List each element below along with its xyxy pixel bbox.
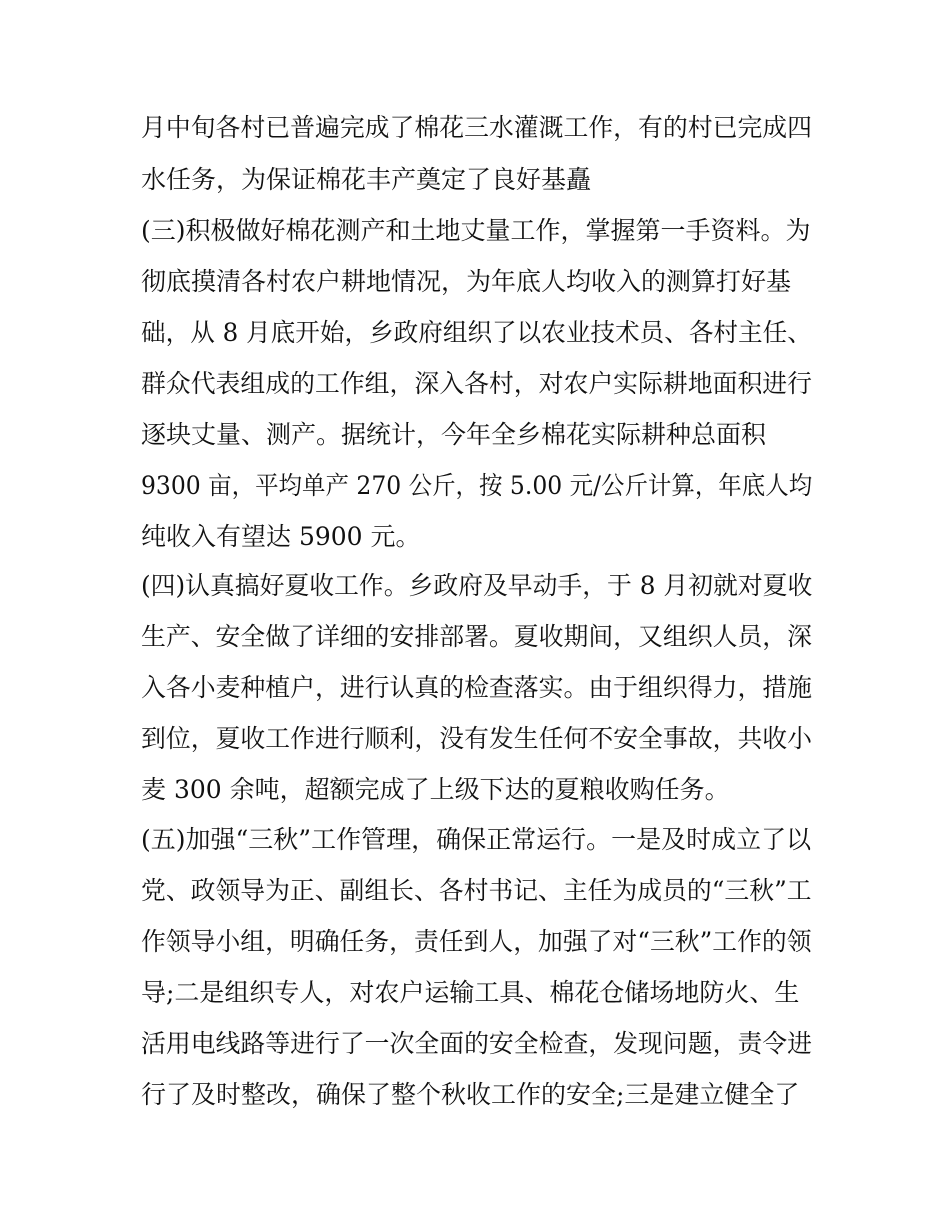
text-line-18: 导;二是组织专人，对农户运输工具、棉花仓储场地防火、生: [141, 978, 800, 1007]
text-line-13: 到位，夏收工作进行顺利，没有发生任何不安全事故，共收小: [141, 724, 813, 753]
text-line-8: 9300 亩，平均单产 270 公斤，按 5.00 元/公斤计算，年底人均: [141, 471, 813, 500]
text-line-16: 党、政领导为正、副组长、各村书记、主任为成员的“三秋”工: [141, 876, 812, 905]
text-line-11: 生产、安全做了详细的安排部署。夏收期间，又组织人员，深: [141, 622, 813, 651]
text-line-12: 入各小麦种植户，进行认真的检查落实。由于组织得力，措施: [141, 673, 813, 702]
text-line-10: (四)认真搞好夏收工作。乡政府及早动手，于 8 月初就对夏收: [141, 571, 813, 600]
text-line-17: 作领导小组，明确任务，责任到人，加强了对“三秋”工作的领: [141, 927, 812, 956]
text-line-1: 月中旬各村已普遍完成了棉花三水灌溉工作，有的村已完成四: [141, 113, 813, 142]
text-line-20: 行了及时整改，确保了整个秋收工作的安全;三是建立健全了: [141, 1080, 800, 1109]
text-line-9: 纯收入有望达 5900 元。: [141, 522, 421, 551]
text-line-2: 水任务，为保证棉花丰产奠定了良好基矗: [141, 165, 592, 194]
text-line-19: 活用电线路等进行了一次全面的安全检查，发现问题，责令进: [141, 1029, 813, 1058]
text-line-3: (三)积极做好棉花测产和土地丈量工作，掌握第一手资料。为: [141, 216, 811, 245]
text-line-15: (五)加强“三秋”工作管理，确保正常运行。一是及时成立了以: [141, 825, 812, 854]
text-line-7: 逐块丈量、测产。据统计，今年全乡棉花实际耕种总面积: [141, 420, 767, 449]
text-line-14: 麦 300 余吨，超额完成了上级下达的夏粮收购任务。: [141, 775, 730, 804]
text-line-6: 群众代表组成的工作组，深入各村，对农户实际耕地面积进行: [141, 369, 813, 398]
text-line-4: 彻底摸清各村农户耕地情况，为年底人均收入的测算打好基: [141, 267, 792, 296]
text-line-5: 础，从 8 月底开始，乡政府组织了以农业技术员、各村主任、: [141, 318, 812, 347]
